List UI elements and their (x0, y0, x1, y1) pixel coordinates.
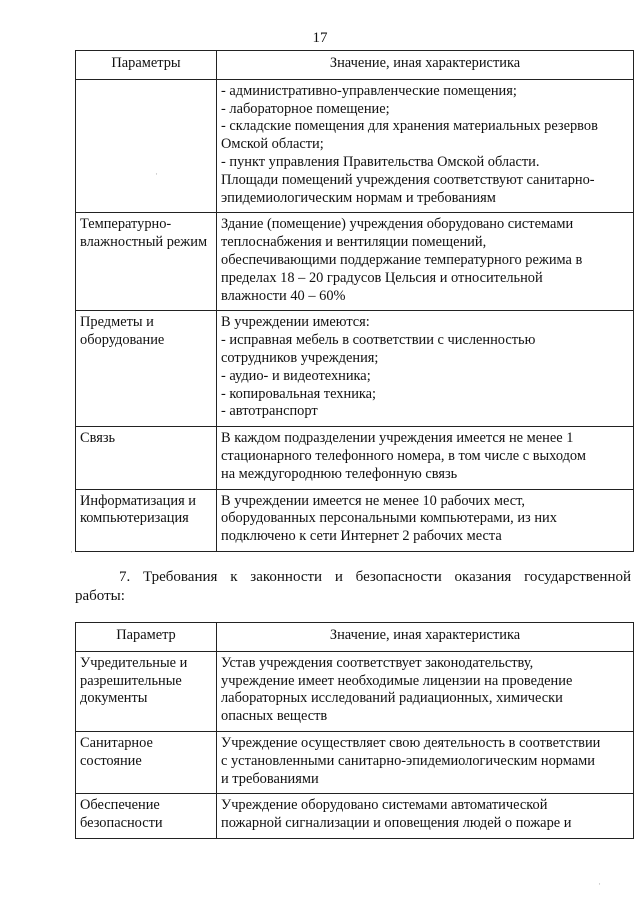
scan-speck: · (70, 547, 73, 557)
parameter-text: Учредительные и (80, 654, 188, 671)
value-cell (217, 311, 634, 427)
parameter-cell (76, 731, 217, 793)
section-7-heading (75, 568, 631, 606)
value-cell (217, 79, 634, 213)
value-text: Здание (помещение) учреждения оборудовано системами (221, 216, 574, 233)
value-text: В учреждении имеются: (221, 314, 370, 331)
heading-word: 7. (119, 569, 131, 585)
parameters-table (75, 50, 634, 552)
value-text: Учреждение осуществляет свою деятельность в соответствии (221, 734, 601, 751)
parameter-cell (76, 79, 217, 213)
parameter-cell (76, 651, 217, 731)
heading-word: к (230, 569, 238, 585)
column-header-parameters: Параметры (76, 51, 217, 80)
heading-word: государственной (524, 569, 631, 585)
value-text: теплоснабжения и вентиляции помещений, (221, 234, 487, 251)
table-row (76, 427, 634, 489)
value-cell (217, 731, 634, 793)
value-text: Устав учреждения соответствует законодательству, (221, 654, 534, 671)
heading-word: законности (250, 569, 323, 585)
table-header-row (76, 623, 634, 652)
parameter-cell (76, 489, 217, 551)
heading-word: Требования (143, 569, 218, 585)
parameter-text: состояние (80, 752, 142, 769)
value-text: влажности 40 – 60% (221, 287, 346, 304)
parameter-text: оборудование (80, 332, 165, 349)
value-text: и требованиями (221, 770, 319, 787)
value-text: подключено к сети Интернет 2 рабочих места (221, 528, 502, 545)
value-text: В каждом подразделении учреждения имеется не менее 1 (221, 430, 574, 447)
value-cell (217, 427, 634, 489)
value-text: эпидемиологическим нормам и требованиям (221, 189, 496, 206)
parameter-text: Температурно- (80, 216, 172, 233)
column-header-parameter: Параметр (76, 623, 217, 652)
table-row (76, 213, 634, 311)
table-header-row (76, 51, 634, 80)
value-text: пределах 18 – 20 градусов Цельсия и относительной (221, 269, 543, 286)
parameter-cell (76, 427, 217, 489)
parameter-cell (76, 794, 217, 839)
value-text: - исправная мебель в соответствии с численностью (221, 332, 536, 349)
value-cell (217, 794, 634, 839)
value-text: пожарной сигнализации и оповещения людей о пожаре и (221, 815, 572, 832)
parameter-cell (76, 311, 217, 427)
value-text: - административно-управленческие помещения; (221, 82, 517, 99)
value-text: - лабораторное помещение; (221, 100, 390, 117)
value-text: лабораторных исследований радиационных, химически (221, 690, 563, 707)
parameter-text: безопасности (80, 815, 163, 832)
requirements-table (75, 622, 634, 839)
page-number: 17 (312, 30, 328, 46)
column-header-value: Значение, иная характеристика (217, 51, 634, 80)
parameter-text: Санитарное (80, 734, 153, 751)
table-row (76, 311, 634, 427)
heading-word: оказания (454, 569, 512, 585)
value-cell (217, 651, 634, 731)
value-text: - пункт управления Правительства Омской области. (221, 153, 540, 170)
table-row (76, 794, 634, 839)
value-text: стационарного телефонного номера, в том числе с выходом (221, 447, 586, 464)
value-text: - автотранспорт (221, 403, 318, 420)
parameter-text: разрешительные (80, 672, 182, 689)
value-cell (217, 489, 634, 551)
table-row (76, 489, 634, 551)
value-text: - складские помещения для хранения материальных резервов (221, 118, 598, 135)
heading-word: безопасности (355, 569, 442, 585)
value-text: Омской области; (221, 136, 324, 153)
parameter-text: Предметы и (80, 314, 154, 331)
scan-speck: · (598, 879, 601, 889)
value-text: - аудио- и видеотехника; (221, 367, 371, 384)
value-cell (217, 213, 634, 311)
parameter-text: влажностный режим (80, 234, 208, 251)
heading-word: и (334, 569, 343, 585)
value-text: сотрудников учреждения; (221, 349, 379, 366)
table-row (76, 79, 634, 213)
value-text: опасных веществ (221, 708, 328, 725)
section-7-heading-line2: работы: (75, 588, 125, 604)
value-text: - копировальная техника; (221, 385, 377, 402)
column-header-value: Значение, иная характеристика (217, 623, 634, 652)
value-text: оборудованных персональными компьютерами, из них (221, 510, 557, 527)
value-text: с установленными санитарно-эпидемиологическим нормами (221, 752, 595, 769)
scan-speck: · (155, 169, 158, 179)
parameter-text: Связь (80, 430, 116, 447)
parameter-text: Информатизация и (80, 492, 196, 509)
parameter-text: компьютеризация (80, 510, 189, 527)
value-text: обеспечивающими поддержание температурного режима в (221, 251, 583, 268)
value-text: Учреждение оборудовано системами автоматической (221, 797, 548, 814)
value-text: учреждение имеет необходимые лицензии на проведение (221, 672, 573, 689)
parameter-cell (76, 213, 217, 311)
parameter-text: Обеспечение (80, 797, 160, 814)
value-text: В учреждении имеется не менее 10 рабочих мест, (221, 492, 525, 509)
value-text: на междугороднюю телефонную связь (221, 465, 458, 482)
table-row (76, 651, 634, 731)
parameter-text: документы (80, 690, 148, 707)
section-7-heading-line1 (75, 568, 631, 587)
value-text: Площади помещений учреждения соответствуют санитарно- (221, 171, 595, 188)
table-row (76, 731, 634, 793)
